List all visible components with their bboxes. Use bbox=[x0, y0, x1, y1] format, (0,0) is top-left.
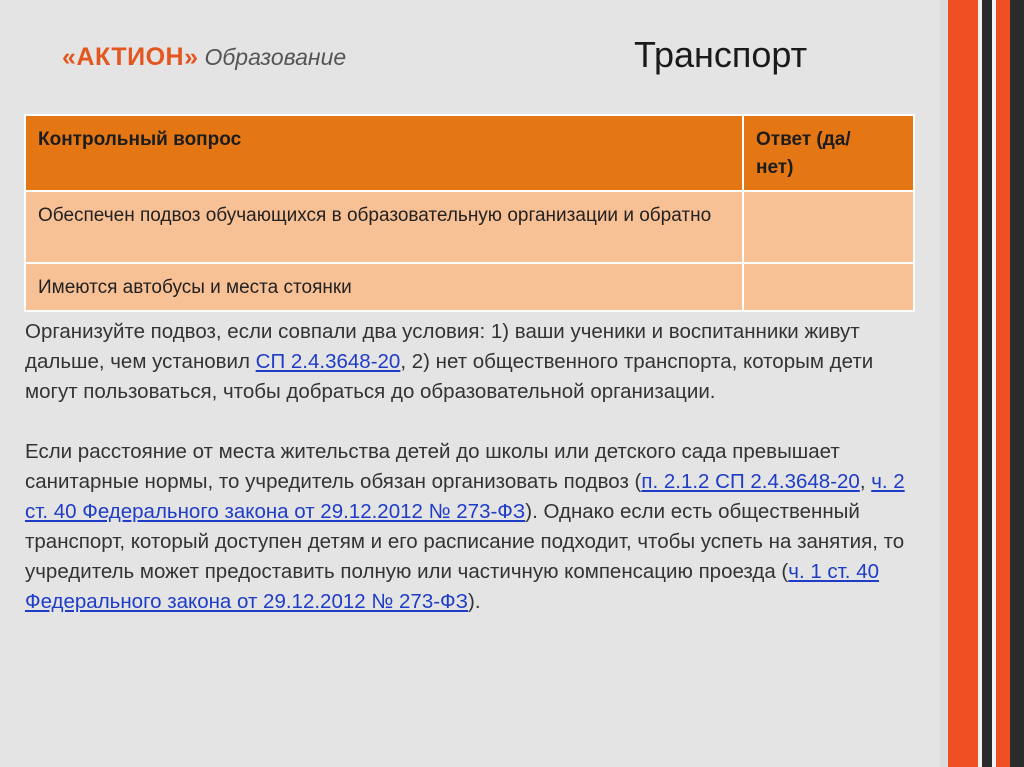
text-run: Организуйте подвоз, если совпали два условия: 1) ваши ученики и воспитанники живут дальше, чем установил bbox=[25, 320, 860, 373]
logo-brand: «АКТИОН» bbox=[62, 42, 199, 71]
paragraph-compensation bbox=[25, 437, 925, 617]
link-ch1-st40-law[interactable]: ч. 1 ст. 40 Федерального закона от 29.12.2012 № 273-ФЗ bbox=[25, 560, 879, 613]
link-ch2-st40-law[interactable]: ч. 2 ст. 40 Федерального закона от 29.12.2012 № 273-ФЗ bbox=[25, 470, 905, 523]
question-cell bbox=[25, 191, 743, 263]
stripe-dark bbox=[1010, 0, 1024, 767]
stripe-dark bbox=[982, 0, 992, 767]
question-text: Имеются автобусы и места стоянки bbox=[38, 277, 352, 298]
text-run: , bbox=[859, 470, 872, 493]
question-text: Обеспечен подвоз обучающихся в образовательную организации и обратно bbox=[38, 205, 712, 226]
decorative-stripes bbox=[940, 0, 1024, 767]
text-run: ). bbox=[468, 590, 481, 613]
slide-title: Транспорт bbox=[634, 34, 808, 75]
stripe-light bbox=[940, 0, 948, 767]
answer-cell[interactable] bbox=[743, 191, 914, 263]
aktion-logo bbox=[62, 40, 346, 74]
header-answer-label: Ответ (да/нет) bbox=[756, 129, 851, 178]
stripe-red bbox=[996, 0, 1010, 767]
body-text bbox=[25, 317, 925, 617]
checklist-table bbox=[24, 114, 915, 312]
text-run: , 2) нет общественного транспорта, которым дети могут пользоваться, чтобы добраться до образовательной организации. bbox=[25, 350, 874, 403]
header-question bbox=[25, 115, 743, 191]
answer-cell[interactable] bbox=[743, 263, 914, 311]
paragraph-conditions bbox=[25, 317, 925, 407]
link-p-2-1-2-sp[interactable]: п. 2.1.2 СП 2.4.3648-20 bbox=[641, 470, 860, 493]
logo-product: Образование bbox=[204, 43, 347, 70]
table-row bbox=[25, 191, 914, 263]
link-sp-2-4-3648-20[interactable]: СП 2.4.3648-20 bbox=[255, 350, 401, 373]
question-cell bbox=[25, 263, 743, 311]
text-run: ). Однако если есть общественный транспорт, который доступен детям и его расписание подходит, чтобы успеть на занятия, то учредитель может предоставить полную или частичную компенсацию проезда ( bbox=[25, 500, 905, 583]
table-row bbox=[25, 263, 914, 311]
header-question-label: Контрольный вопрос bbox=[38, 129, 242, 150]
table-header-row bbox=[25, 115, 914, 191]
stripe-red bbox=[948, 0, 978, 767]
header-answer bbox=[743, 115, 914, 191]
text-run: Если расстояние от места жительства детей до школы или детского сада превышает санитарные нормы, то учредитель обязан организовать подвоз ( bbox=[25, 440, 840, 493]
